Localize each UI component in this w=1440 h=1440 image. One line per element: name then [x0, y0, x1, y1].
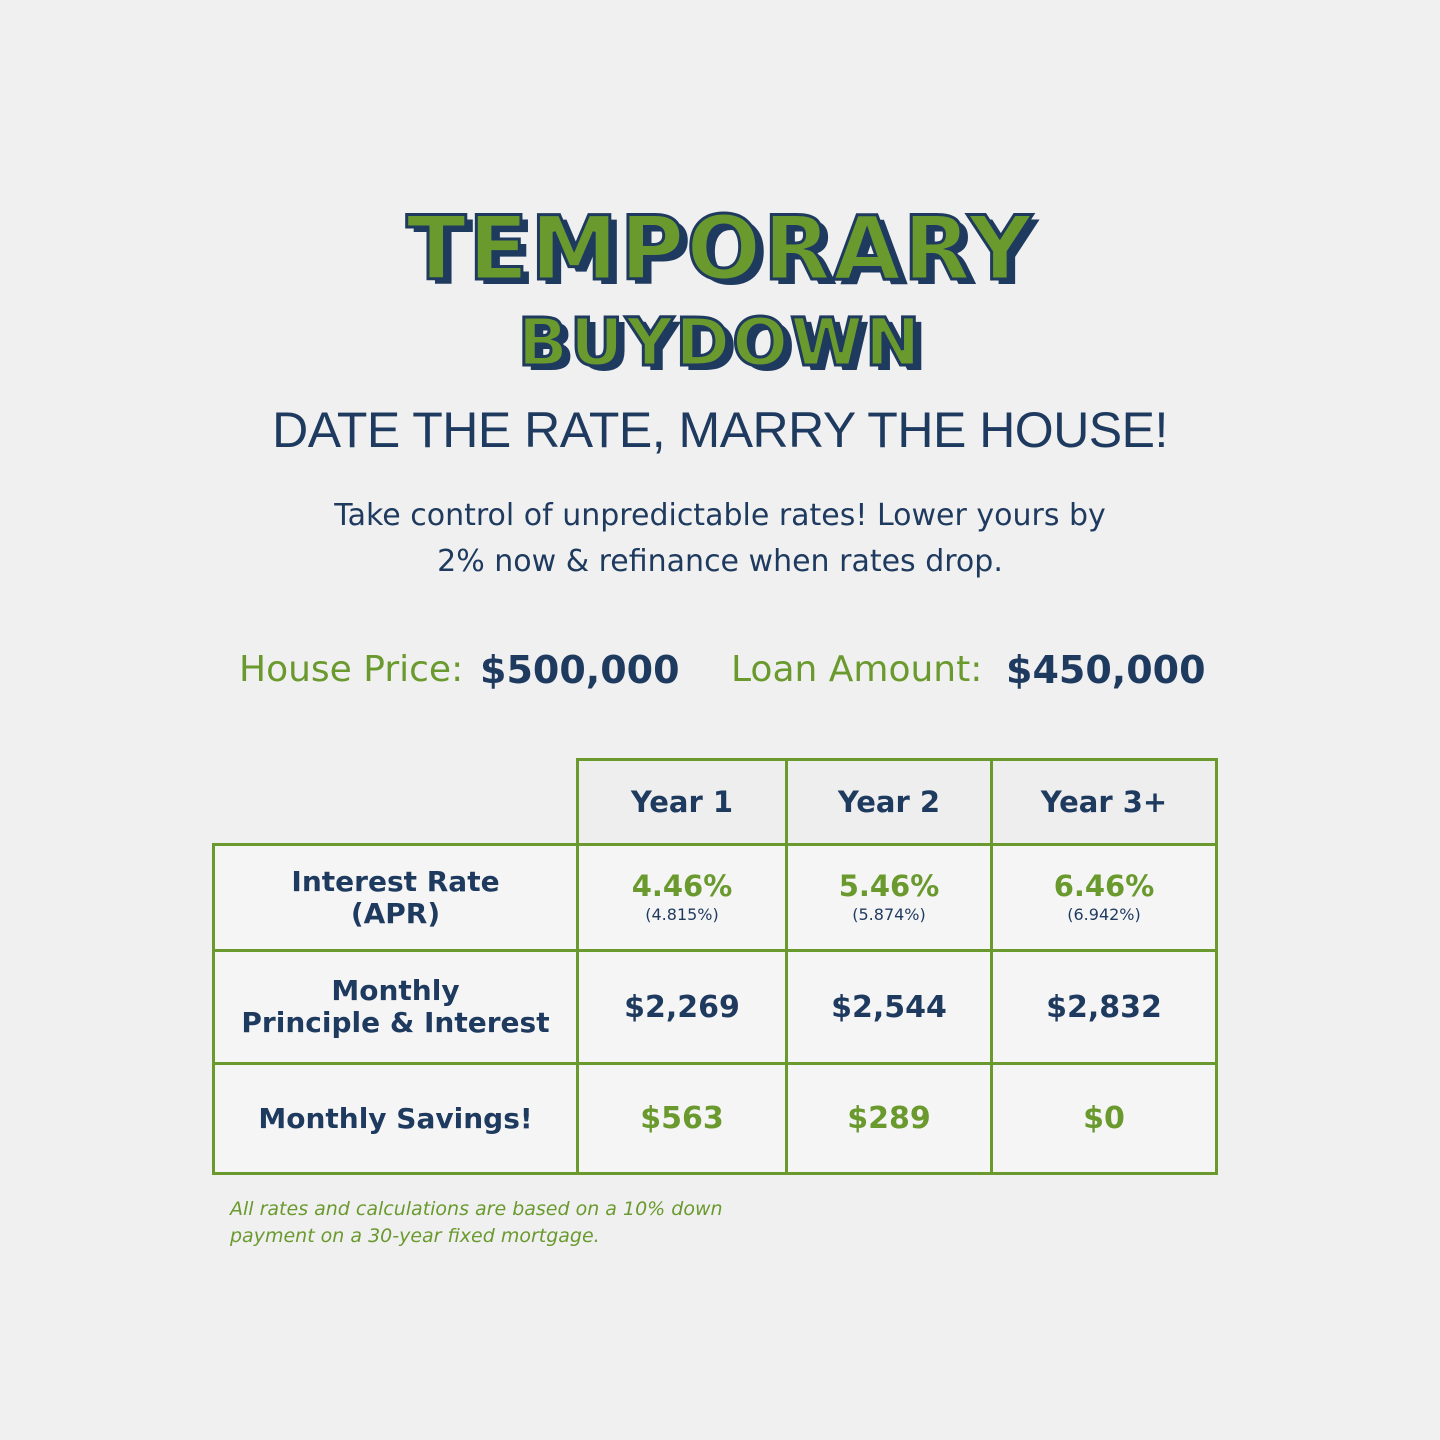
interest-rate-year-2 — [787, 845, 992, 951]
row-label-interest-rate-line2: (APR) — [350, 896, 441, 930]
buydown-table — [212, 758, 1218, 1175]
price-summary — [0, 645, 1440, 695]
column-header-year-3-plus: Year 3+ — [992, 760, 1217, 845]
table-header-row — [214, 760, 1217, 845]
monthly-savings-year-3-plus: $0 — [992, 1064, 1217, 1174]
apr-value: (5.874%) — [852, 904, 926, 924]
monthly-pi-year-2: $2,544 — [787, 951, 992, 1064]
row-label-monthly-pi-line2: Principle & Interest — [241, 1006, 550, 1039]
description-line2: 2% now & refinance when rates drop. — [437, 544, 1003, 579]
monthly-savings-year-1: $563 — [578, 1064, 787, 1174]
footnote-line1: All rates and calculations are based on a 10% down — [230, 1198, 723, 1220]
house-price-value: $500,000 — [480, 648, 680, 692]
row-label-monthly-pi-line1: Monthly — [331, 974, 460, 1007]
row-label-interest-rate — [214, 845, 578, 951]
title-temporary: TEMPORARY — [406, 197, 1034, 300]
footnote-line2: payment on a 30-year fixed mortgage. — [230, 1225, 600, 1247]
table-row-monthly-savings — [214, 1064, 1217, 1174]
table-row-interest-rate — [214, 845, 1217, 951]
title-buydown: BUYDOWN — [517, 304, 923, 381]
monthly-pi-year-1: $2,269 — [578, 951, 787, 1064]
house-price-label: House Price: — [239, 649, 464, 690]
row-label-interest-rate-line1: Interest Rate — [291, 864, 500, 898]
table-corner — [214, 760, 578, 845]
loan-amount-label: Loan Amount: — [731, 649, 983, 690]
description — [220, 493, 1220, 585]
interest-rate-year-3-plus — [992, 845, 1217, 951]
rate-value: 6.46% — [1053, 868, 1155, 903]
monthly-savings-year-2: $289 — [787, 1064, 992, 1174]
row-label-monthly-pi — [214, 951, 578, 1064]
rate-value: 5.46% — [838, 868, 940, 903]
rate-value: 4.46% — [631, 868, 733, 903]
row-label-monthly-savings: Monthly Savings! — [214, 1064, 578, 1174]
footnote — [230, 1196, 790, 1250]
interest-rate-year-1 — [578, 845, 787, 951]
monthly-pi-year-3-plus: $2,832 — [992, 951, 1217, 1064]
apr-value: (4.815%) — [645, 904, 719, 924]
tagline: DATE THE RATE, MARRY THE HOUSE! — [272, 402, 1168, 458]
column-header-year-1: Year 1 — [578, 760, 787, 845]
apr-value: (6.942%) — [1067, 904, 1141, 924]
loan-amount-value: $450,000 — [1006, 648, 1206, 692]
column-header-year-2: Year 2 — [787, 760, 992, 845]
description-line1: Take control of unpredictable rates! Lower yours by — [334, 498, 1106, 533]
table-row-monthly-pi — [214, 951, 1217, 1064]
